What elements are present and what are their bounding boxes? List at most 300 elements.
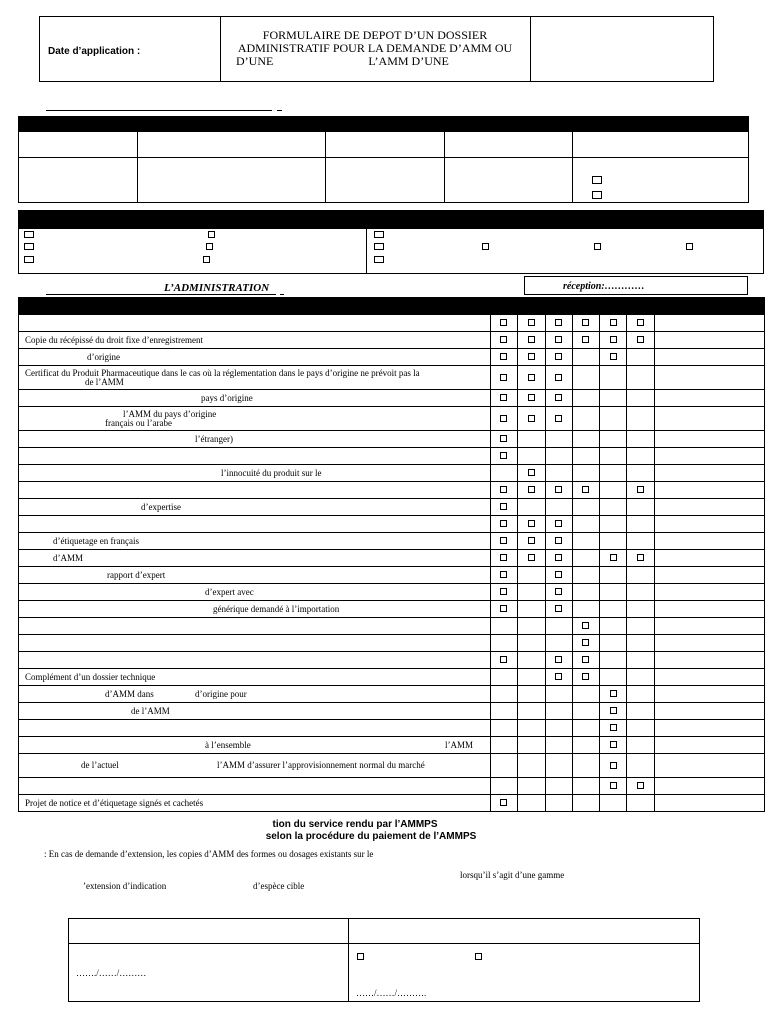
form-title bbox=[222, 29, 528, 68]
row-label: Copie du récépissé du droit fixe d’enregistrement bbox=[25, 334, 203, 345]
row-label-cell bbox=[19, 533, 491, 550]
check-cell bbox=[627, 465, 655, 482]
check-cell bbox=[545, 635, 572, 652]
checkbox[interactable] bbox=[592, 191, 602, 199]
check-cell bbox=[517, 448, 545, 465]
check-cell bbox=[572, 448, 600, 465]
checkbox[interactable] bbox=[500, 452, 507, 459]
check-cell bbox=[572, 533, 600, 550]
checkbox[interactable] bbox=[208, 231, 215, 238]
checkbox[interactable] bbox=[500, 319, 507, 326]
row-label-line2: de l’AMM bbox=[85, 376, 124, 387]
check-cell bbox=[545, 315, 572, 332]
checkbox[interactable] bbox=[500, 605, 507, 612]
checkbox[interactable] bbox=[500, 503, 507, 510]
check-cell bbox=[627, 366, 655, 390]
row-label: d’origine bbox=[87, 351, 120, 362]
checkbox[interactable] bbox=[528, 520, 535, 527]
checkbox[interactable] bbox=[582, 336, 589, 343]
checkbox[interactable] bbox=[610, 554, 617, 561]
row-label: d’expert avec bbox=[205, 586, 254, 597]
check-cell bbox=[517, 652, 545, 669]
row-label-cell bbox=[19, 584, 491, 601]
checkbox[interactable] bbox=[610, 353, 617, 360]
check-cell bbox=[655, 465, 765, 482]
checkbox[interactable] bbox=[500, 537, 507, 544]
row-label-line2: français ou l’arabe bbox=[105, 417, 172, 428]
checkbox[interactable] bbox=[24, 231, 34, 238]
checkbox[interactable] bbox=[374, 256, 384, 263]
check-cell bbox=[600, 332, 627, 349]
check-cell bbox=[655, 349, 765, 366]
checkbox[interactable] bbox=[528, 537, 535, 544]
checkbox[interactable] bbox=[610, 336, 617, 343]
row-label: l’AMM du pays d’origine bbox=[123, 408, 217, 419]
checkbox[interactable] bbox=[24, 243, 34, 250]
check-cell bbox=[545, 482, 572, 499]
check-cell bbox=[600, 720, 627, 737]
checkbox[interactable] bbox=[374, 243, 384, 250]
check-cell bbox=[490, 499, 517, 516]
check-cell bbox=[655, 635, 765, 652]
check-cell bbox=[545, 778, 572, 795]
check-cell bbox=[655, 533, 765, 550]
check-cell bbox=[627, 516, 655, 533]
checkbox[interactable] bbox=[610, 690, 617, 697]
row-label-cell bbox=[19, 349, 491, 366]
check-cell bbox=[545, 652, 572, 669]
check-cell bbox=[600, 618, 627, 635]
check-cell bbox=[517, 584, 545, 601]
checkbox[interactable] bbox=[555, 374, 562, 381]
check-cell bbox=[517, 431, 545, 448]
row-label-cell bbox=[19, 482, 491, 499]
row-label-cell bbox=[19, 669, 491, 686]
checkbox[interactable] bbox=[555, 605, 562, 612]
check-cell bbox=[655, 669, 765, 686]
checkbox[interactable] bbox=[482, 243, 489, 250]
check-cell bbox=[572, 366, 600, 390]
check-cell bbox=[600, 448, 627, 465]
check-cell bbox=[572, 499, 600, 516]
check-cell bbox=[545, 601, 572, 618]
checkbox[interactable] bbox=[500, 336, 507, 343]
check-cell bbox=[655, 499, 765, 516]
checkbox[interactable] bbox=[500, 353, 507, 360]
check-cell bbox=[545, 499, 572, 516]
check-cell bbox=[627, 618, 655, 635]
check-cell bbox=[655, 332, 765, 349]
checkbox[interactable] bbox=[637, 336, 644, 343]
check-cell bbox=[490, 482, 517, 499]
row-label-extra: l’AMM bbox=[445, 739, 474, 750]
table-row bbox=[19, 567, 765, 584]
checkbox[interactable] bbox=[637, 782, 644, 789]
check-cell bbox=[545, 550, 572, 567]
checkbox[interactable] bbox=[24, 256, 34, 263]
checkbox[interactable] bbox=[610, 762, 617, 769]
row-label: rapport d’expert bbox=[107, 569, 166, 580]
checkbox[interactable] bbox=[555, 353, 562, 360]
row-label: l’innocuité du produit sur le bbox=[221, 467, 322, 478]
check-cell bbox=[600, 686, 627, 703]
check-cell bbox=[627, 754, 655, 778]
check-cell bbox=[627, 720, 655, 737]
checkbox[interactable] bbox=[610, 319, 617, 326]
check-cell bbox=[655, 482, 765, 499]
check-cell bbox=[572, 601, 600, 618]
check-cell bbox=[517, 778, 545, 795]
check-cell bbox=[490, 737, 517, 754]
check-cell bbox=[490, 332, 517, 349]
check-cell bbox=[490, 465, 517, 482]
check-cell bbox=[545, 737, 572, 754]
checkbox[interactable] bbox=[610, 724, 617, 731]
check-cell bbox=[655, 703, 765, 720]
check-cell bbox=[600, 482, 627, 499]
table-row bbox=[19, 315, 765, 332]
check-cell bbox=[600, 584, 627, 601]
checkbox[interactable] bbox=[500, 571, 507, 578]
check-cell bbox=[490, 686, 517, 703]
check-cell bbox=[627, 332, 655, 349]
table-row bbox=[19, 448, 765, 465]
checkbox[interactable] bbox=[594, 243, 601, 250]
checkbox[interactable] bbox=[528, 394, 535, 401]
check-cell bbox=[655, 390, 765, 407]
check-cell bbox=[517, 737, 545, 754]
check-cell bbox=[545, 754, 572, 778]
check-cell bbox=[490, 635, 517, 652]
check-cell bbox=[545, 407, 572, 431]
check-cell bbox=[490, 390, 517, 407]
check-cell bbox=[490, 795, 517, 812]
check-cell bbox=[600, 499, 627, 516]
table-row bbox=[19, 795, 765, 812]
checkbox[interactable] bbox=[582, 656, 589, 663]
check-cell bbox=[655, 737, 765, 754]
checkbox[interactable] bbox=[555, 537, 562, 544]
check-cell bbox=[517, 465, 545, 482]
check-cell bbox=[572, 390, 600, 407]
table-row bbox=[19, 703, 765, 720]
note-extension-indication: ’extension d’indication bbox=[83, 881, 167, 891]
check-cell bbox=[572, 686, 600, 703]
check-cell bbox=[517, 407, 545, 431]
check-cell bbox=[572, 584, 600, 601]
row-label: de l’AMM bbox=[131, 705, 170, 716]
check-cell bbox=[545, 533, 572, 550]
check-cell bbox=[655, 315, 765, 332]
checkbox[interactable] bbox=[610, 782, 617, 789]
checkbox[interactable] bbox=[500, 394, 507, 401]
check-cell bbox=[572, 754, 600, 778]
row-label-cell bbox=[19, 448, 491, 465]
check-cell bbox=[545, 465, 572, 482]
checkbox[interactable] bbox=[555, 319, 562, 326]
check-cell bbox=[517, 795, 545, 812]
checkbox[interactable] bbox=[637, 319, 644, 326]
table-row bbox=[19, 349, 765, 366]
check-cell bbox=[517, 315, 545, 332]
table-row bbox=[19, 366, 765, 390]
checkbox[interactable] bbox=[528, 336, 535, 343]
check-cell bbox=[600, 652, 627, 669]
check-cell bbox=[490, 618, 517, 635]
checkbox[interactable] bbox=[582, 622, 589, 629]
check-cell bbox=[490, 550, 517, 567]
check-cell bbox=[600, 550, 627, 567]
check-cell bbox=[490, 407, 517, 431]
check-cell bbox=[545, 795, 572, 812]
checkbox[interactable] bbox=[357, 953, 364, 960]
checkbox[interactable] bbox=[528, 469, 535, 476]
check-cell bbox=[545, 567, 572, 584]
table-row bbox=[19, 390, 765, 407]
check-cell bbox=[517, 390, 545, 407]
footer-date-left[interactable]: ……./……/……… bbox=[76, 968, 147, 978]
check-cell bbox=[627, 499, 655, 516]
check-cell bbox=[490, 778, 517, 795]
row-label: d’étiquetage en français bbox=[53, 535, 139, 546]
row-label: d’expertise bbox=[141, 501, 181, 512]
row-label-extra: l’AMM d’assurer l’approvisionnement normal du marché bbox=[217, 760, 425, 770]
checkbox[interactable] bbox=[610, 707, 617, 714]
checkbox[interactable] bbox=[555, 571, 562, 578]
check-cell bbox=[490, 601, 517, 618]
check-cell bbox=[490, 349, 517, 366]
checkbox[interactable] bbox=[582, 639, 589, 646]
form-title-line3b: L’AMM D’UNE bbox=[368, 54, 449, 68]
checkbox[interactable] bbox=[637, 554, 644, 561]
check-cell bbox=[627, 550, 655, 567]
check-cell bbox=[490, 669, 517, 686]
row-label bbox=[25, 741, 490, 750]
checkbox[interactable] bbox=[637, 486, 644, 493]
table-row bbox=[19, 550, 765, 567]
check-cell bbox=[600, 778, 627, 795]
payment-line2: selon la procédure du paiement de l’AMMPS bbox=[265, 831, 477, 842]
checkbox[interactable] bbox=[555, 336, 562, 343]
check-cell bbox=[545, 366, 572, 390]
row-label-cell bbox=[19, 795, 491, 812]
check-cell bbox=[572, 795, 600, 812]
check-cell bbox=[600, 703, 627, 720]
row-label-cell bbox=[19, 737, 491, 754]
check-cell bbox=[517, 720, 545, 737]
check-cell bbox=[517, 601, 545, 618]
checkbox[interactable] bbox=[555, 656, 562, 663]
row-label-cell bbox=[19, 516, 491, 533]
checkbox[interactable] bbox=[555, 415, 562, 422]
check-cell bbox=[572, 720, 600, 737]
check-cell bbox=[600, 349, 627, 366]
table-row bbox=[19, 407, 765, 431]
row-label-cell bbox=[19, 635, 491, 652]
checkbox[interactable] bbox=[500, 554, 507, 561]
check-cell bbox=[572, 516, 600, 533]
table-row bbox=[19, 601, 765, 618]
checkbox[interactable] bbox=[206, 243, 213, 250]
check-cell bbox=[627, 431, 655, 448]
documents-table bbox=[18, 314, 765, 812]
row-label-main: à l’ensemble bbox=[205, 739, 251, 750]
check-cell bbox=[572, 635, 600, 652]
checkbox[interactable] bbox=[555, 673, 562, 680]
checkbox[interactable] bbox=[500, 588, 507, 595]
check-cell bbox=[545, 618, 572, 635]
checkbox[interactable] bbox=[528, 374, 535, 381]
row-label-cell bbox=[19, 465, 491, 482]
form-title-line3a: D’UNE bbox=[236, 54, 274, 68]
checkbox[interactable] bbox=[500, 415, 507, 422]
checkbox[interactable] bbox=[500, 799, 507, 806]
row-label: Certificat du Produit Pharmaceutique dans le cas où la réglementation dans le pays d’origine ne prévoit pas la bbox=[25, 367, 420, 378]
table-row bbox=[19, 516, 765, 533]
row-label-extra: d’origine pour bbox=[195, 688, 247, 699]
payment-text bbox=[0, 819, 768, 843]
check-cell bbox=[490, 448, 517, 465]
check-cell bbox=[600, 431, 627, 448]
check-cell bbox=[627, 601, 655, 618]
table-row bbox=[19, 431, 765, 448]
row-label-cell bbox=[19, 332, 491, 349]
check-cell bbox=[545, 703, 572, 720]
checkbox[interactable] bbox=[475, 953, 482, 960]
table-row bbox=[19, 635, 765, 652]
footer-date-right[interactable]: ……/……/………. bbox=[356, 988, 427, 998]
check-cell bbox=[572, 778, 600, 795]
check-cell bbox=[655, 778, 765, 795]
row-label-cell bbox=[19, 754, 491, 778]
check-cell bbox=[600, 635, 627, 652]
check-cell bbox=[627, 407, 655, 431]
table-row bbox=[19, 332, 765, 349]
checkbox[interactable] bbox=[610, 741, 617, 748]
row-label: Complément d’un dossier technique bbox=[25, 671, 156, 682]
check-cell bbox=[545, 349, 572, 366]
check-cell bbox=[600, 465, 627, 482]
checkbox[interactable] bbox=[500, 486, 507, 493]
check-cell bbox=[490, 584, 517, 601]
row-label-cell bbox=[19, 550, 491, 567]
checkbox[interactable] bbox=[500, 656, 507, 663]
check-cell bbox=[572, 482, 600, 499]
check-cell bbox=[600, 516, 627, 533]
check-cell bbox=[517, 332, 545, 349]
check-cell bbox=[600, 754, 627, 778]
row-label-cell bbox=[19, 720, 491, 737]
checkbox[interactable] bbox=[374, 231, 384, 238]
checkbox[interactable] bbox=[500, 520, 507, 527]
row-label-cell bbox=[19, 366, 491, 390]
checkbox[interactable] bbox=[582, 673, 589, 680]
row-label-cell bbox=[19, 652, 491, 669]
check-cell bbox=[600, 567, 627, 584]
check-cell bbox=[655, 795, 765, 812]
check-cell bbox=[655, 652, 765, 669]
check-cell bbox=[627, 315, 655, 332]
check-cell bbox=[627, 686, 655, 703]
checkbox[interactable] bbox=[582, 486, 589, 493]
checkbox[interactable] bbox=[555, 520, 562, 527]
table-row bbox=[19, 778, 765, 795]
check-cell bbox=[545, 332, 572, 349]
check-cell bbox=[627, 703, 655, 720]
row-label-cell bbox=[19, 686, 491, 703]
check-cell bbox=[655, 550, 765, 567]
check-cell bbox=[655, 407, 765, 431]
checkbox[interactable] bbox=[528, 415, 535, 422]
checkbox[interactable] bbox=[500, 435, 507, 442]
row-label-cell bbox=[19, 567, 491, 584]
form-title-line2: ADMINISTRATIF POUR LA DEMANDE D’AMM OU bbox=[237, 41, 513, 55]
row-label-cell bbox=[19, 703, 491, 720]
row-label: d’AMM bbox=[53, 552, 84, 563]
section2-table bbox=[18, 228, 764, 274]
checkbox[interactable] bbox=[528, 319, 535, 326]
check-cell bbox=[517, 516, 545, 533]
check-cell bbox=[627, 349, 655, 366]
check-cell bbox=[655, 754, 765, 778]
main-table-header-bar bbox=[18, 297, 765, 314]
check-cell bbox=[545, 448, 572, 465]
check-cell bbox=[627, 652, 655, 669]
table-row bbox=[19, 618, 765, 635]
check-cell bbox=[655, 567, 765, 584]
row-label: l’étranger) bbox=[195, 433, 233, 444]
reception-label: réception:………… bbox=[563, 281, 645, 292]
checkbox[interactable] bbox=[528, 486, 535, 493]
checkbox[interactable] bbox=[555, 394, 562, 401]
check-cell bbox=[600, 669, 627, 686]
row-label-cell bbox=[19, 601, 491, 618]
checkbox[interactable] bbox=[528, 353, 535, 360]
table-row bbox=[19, 533, 765, 550]
row-label-cell bbox=[19, 390, 491, 407]
checkbox[interactable] bbox=[686, 243, 693, 250]
note-espece-cible: d’espèce cible bbox=[253, 881, 305, 891]
check-cell bbox=[655, 601, 765, 618]
note-extension: : En cas de demande d’extension, les copies d’AMM des formes ou dosages existants sur le bbox=[44, 849, 374, 859]
row-label: générique demandé à l’importation bbox=[213, 603, 340, 614]
table-row bbox=[19, 737, 765, 754]
check-cell bbox=[545, 686, 572, 703]
table-row bbox=[19, 669, 765, 686]
checkbox[interactable] bbox=[582, 319, 589, 326]
row-label-cell bbox=[19, 778, 491, 795]
check-cell bbox=[490, 567, 517, 584]
check-cell bbox=[627, 533, 655, 550]
check-cell bbox=[517, 669, 545, 686]
check-cell bbox=[655, 448, 765, 465]
check-cell bbox=[490, 366, 517, 390]
note-gamme: lorsqu’il s’agit d’une gamme bbox=[460, 870, 565, 880]
check-cell bbox=[517, 635, 545, 652]
check-cell bbox=[517, 349, 545, 366]
row-label: Projet de notice et d’étiquetage signés et cachetés bbox=[25, 797, 204, 808]
checkbox[interactable] bbox=[500, 374, 507, 381]
check-cell bbox=[600, 737, 627, 754]
checkbox[interactable] bbox=[528, 554, 535, 561]
table-row bbox=[19, 754, 765, 778]
check-cell bbox=[490, 431, 517, 448]
checkbox[interactable] bbox=[203, 256, 210, 263]
checkbox[interactable] bbox=[555, 554, 562, 561]
checkbox[interactable] bbox=[555, 486, 562, 493]
checkbox[interactable] bbox=[555, 588, 562, 595]
checkbox[interactable] bbox=[592, 176, 602, 184]
